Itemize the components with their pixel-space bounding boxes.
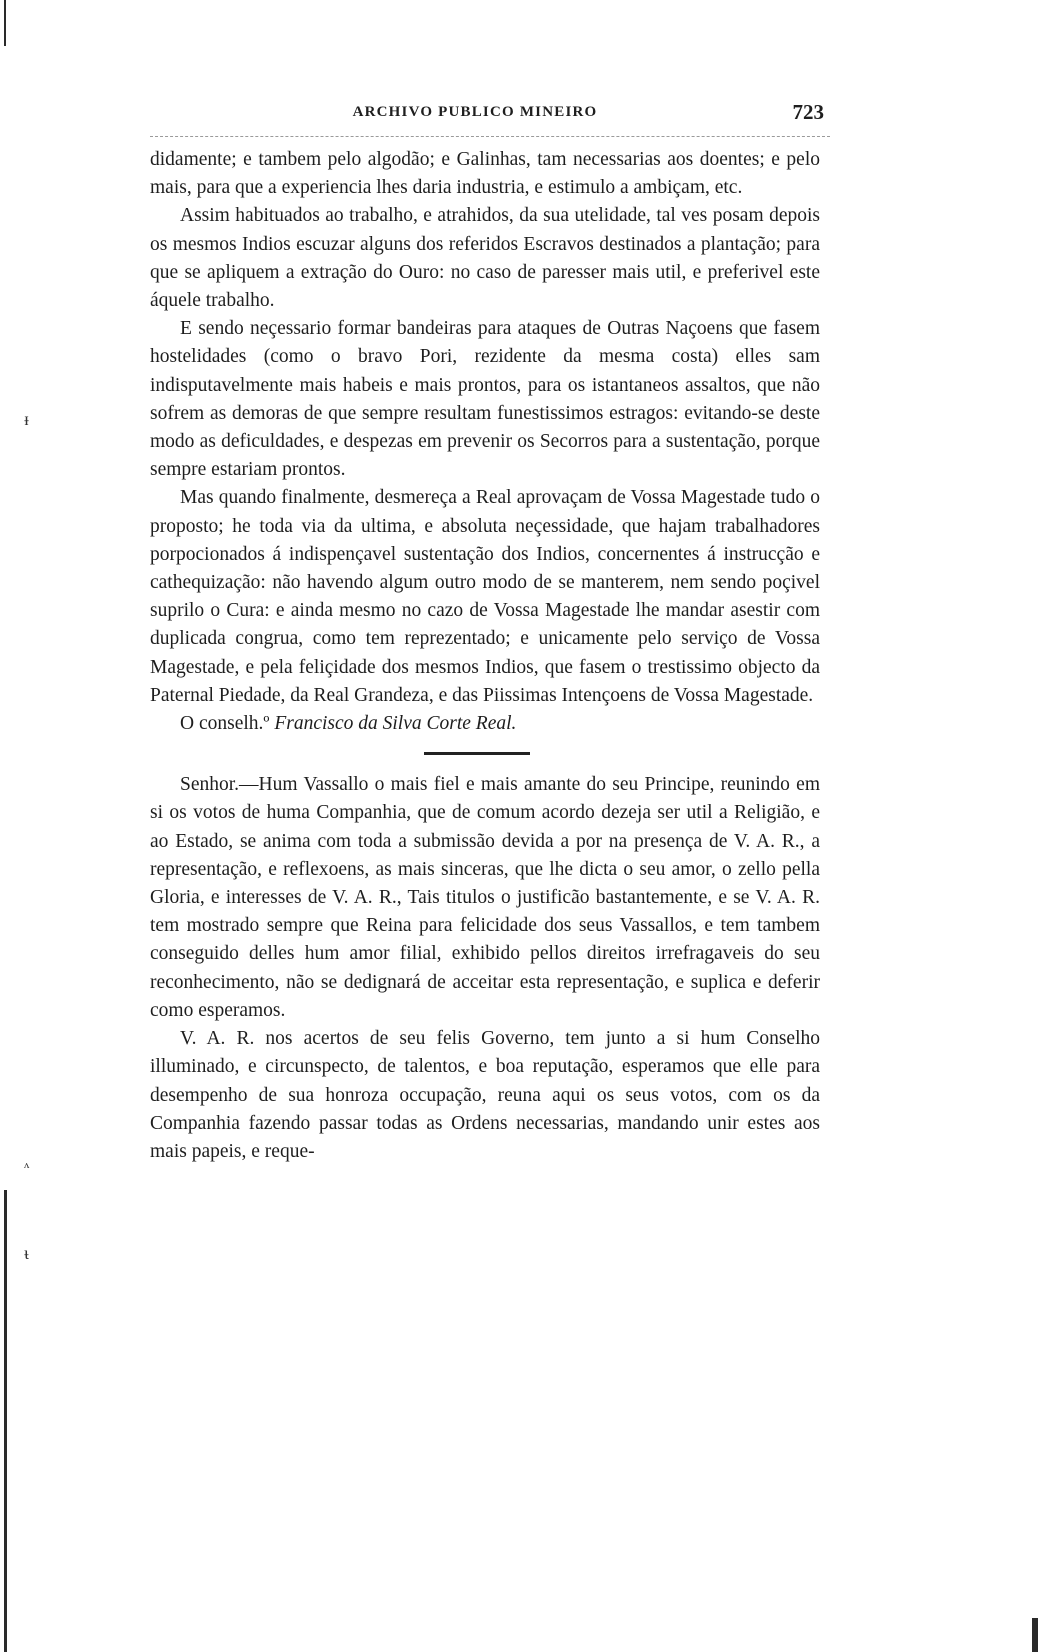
document-section-1 [150,146,820,738]
paragraph: didamente; e tambem pelo algodão; e Galinhas, tam necessarias aos doentes; e pelo mais, para que a experiencia lhes daria industria, e estimulo a ambiçam, etc. [150,149,820,199]
section-separator [424,752,530,755]
header-rule [150,136,830,137]
margin-mark: ᵻ [24,409,30,429]
paragraph: E sendo neçessario formar bandeiras para ataques de Outras Naçoens que fasem hostelidades (como o bravo Pori, rezidente da mesma costa) elles sam indisputavelmente mais habeis e mais prontos, para os istantaneos assaltos, que não sofrem as demoras de que sempre resultam funestissimos estragos: evitando-se deste modo as deficuldades, e despezas em prevenir os Secorros para a sustentação, porque sempre estariam prontos. [150,318,820,481]
page-number: 723 [792,100,824,124]
paragraph: Senhor.—Hum Vassallo o mais fiel e mais amante do seu Principe, reunindo em si os votos de huma Companhia, que de comum acordo dezeja ser util a Religião, e ao Estado, se anima com toda a submissão devida a por na presença de V. A. R., a representação, e reflexoens, as mais sinceras, que lhe dicta o seu amor, o zello pella Gloria, e interesses de V. A. R., Tais titulos o justificão bastantemente, e se V. A. R. tem mostrado sempre que Reina para felicidade dos seus Vassallos, e tem tambem conseguido delles hum amor filial, exhibido pellos direitos irrefragaveis do seu reconhecimento, não se dedignará de acceitar esta representação, e suplica e deferir como esperamos. [150,774,820,1021]
margin-mark: ᵼ [24,1243,29,1263]
page-body [150,146,820,1166]
scan-edge-mark-top [4,0,6,46]
paragraph: Mas quando finalmente, desmereça a Real aprovaçam de Vossa Magestade tudo o proposto; he toda via da ultima, e absoluta neçessidade, que hajam trabalhadores porpocionados á indispençavel sustentação dos Indios, concernentes á instrucção e cathequização: não havendo algum outro modo de se manterem, nem sendo poçivel suprilo o Cura: e ainda mesmo no cazo de Vossa Magestade lhe mandar asestir com duplicada congrua, como tem reprezentado; e unicamente pelo serviço de Vossa Magestade, e pela feliçidade dos mesmos Indios, que fasem o trestissimo objecto da Paternal Piedade, da Real Grandeza, e das Piissimas Intençoens de Vossa Magestade. [150,487,820,706]
running-title: ARCHIVO PUBLICO MINEIRO [352,104,598,120]
page-header [150,100,824,130]
document-section-2 [150,771,820,1166]
scan-edge-mark-bottom [4,1190,7,1652]
signature-name: Francisco da Silva Corte Real. [274,713,517,735]
signature-line [150,710,820,738]
margin-mark: ᶺ [24,1157,30,1177]
scan-corner-mark [1032,1618,1038,1652]
paragraph: Assim habituados ao trabalho, e atrahidos, da sua utelidade, tal ves posam depois os mesmos Indios escuzar alguns dos referidos Escravos destinados a plantação; para que se apliquem a extração do Ouro: no caso de paresser mais util, e preferivel este áquele trabalho. [150,205,820,312]
signature-prefix: O conselh.º [180,713,270,735]
paragraph: V. A. R. nos acertos de seu felis Governo, tem junto a si hum Conselho illuminado, e circunspecto, de talentos, e boa reputação, esperamos que elle para desempenho de sua honroza occupação, reuna aqui os seus votos, com os da Companhia fazendo passar todas as Ordens necessarias, mandando unir estes aos mais papeis, e reque- [150,1028,820,1162]
